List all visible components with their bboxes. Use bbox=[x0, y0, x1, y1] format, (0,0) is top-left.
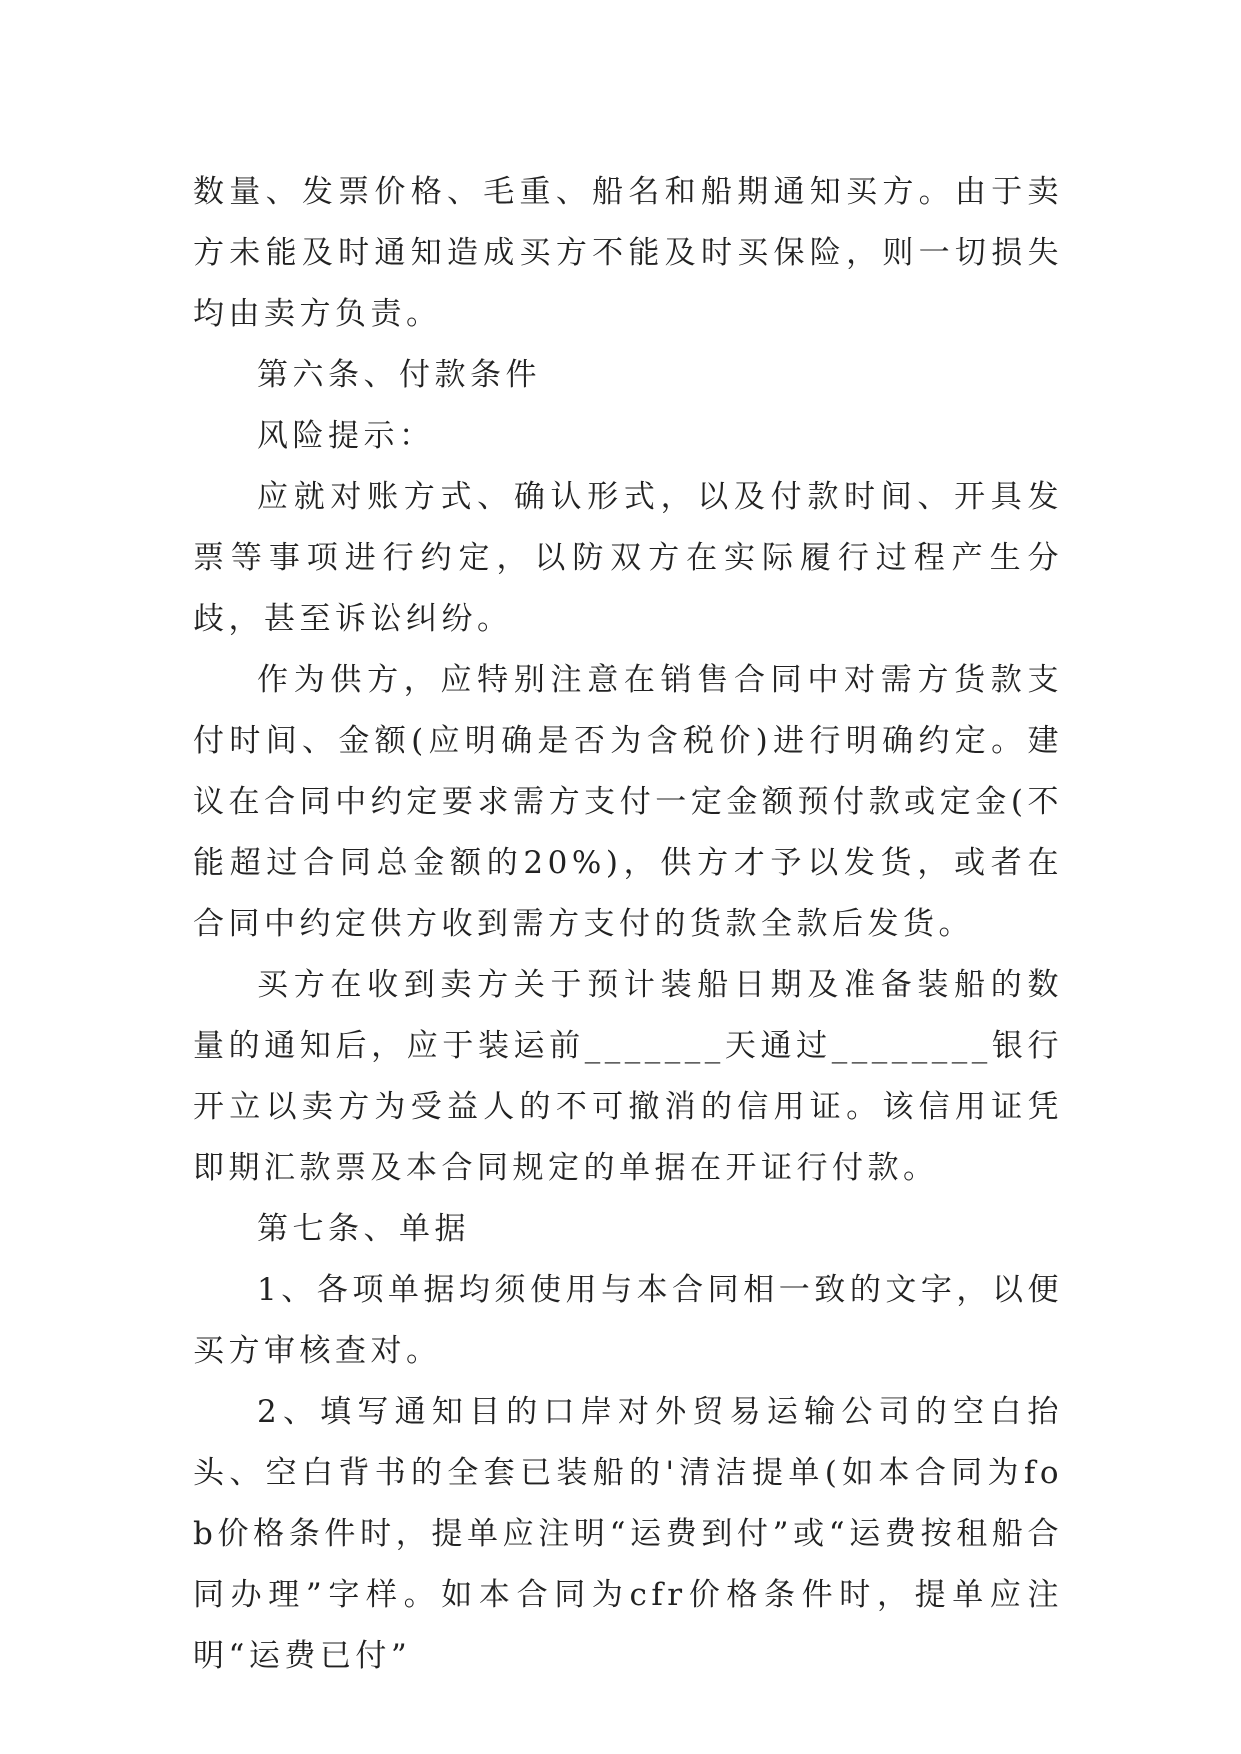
paragraph-shipment-notice-continued: 数量、发票价格、毛重、船名和船期通知买方。由于卖方未能及时通知造成买方不能及时买保险，则一切损失均由卖方负责。 bbox=[193, 174, 1063, 332]
paragraph-reconciliation-terms: 应就对账方式、确认形式，以及付款时间、开具发票等事项进行约定，以防双方在实际履行过程产生分歧，甚至诉讼纠纷。 bbox=[193, 479, 1063, 637]
paragraph-documents-item-2: 2、填写通知目的口岸对外贸易运输公司的空白抬头、空白背书的全套已装船的'清洁提单(如本合同为fob价格条件时，提单应注明“运费到付”或“运费按租船合同办理”字样。如本合同为cfr价格条件时，提单应注明“运费已付” bbox=[193, 1394, 1063, 1674]
paragraph-documents-item-1: 1、各项单据均须使用与本合同相一致的文字，以便买方审核查对。 bbox=[193, 1272, 1063, 1369]
paragraph-letter-of-credit: 买方在收到卖方关于预计装船日期及准备装船的数量的通知后，应于装运前_______天通过________银行开立以卖方为受益人的不可撤消的信用证。该信用证凭即期汇款票及本合同规定的单据在开证行付款。 bbox=[193, 967, 1063, 1186]
section-heading-article-6: 第六条、付款条件 bbox=[257, 357, 541, 393]
document-body bbox=[193, 162, 1063, 1687]
risk-notice-label: 风险提示： bbox=[257, 418, 435, 454]
section-heading-article-7: 第七条、单据 bbox=[257, 1211, 470, 1247]
paragraph-supplier-payment-advice: 作为供方，应特别注意在销售合同中对需方货款支付时间、金额(应明确是否为含税价)进行明确约定。建议在合同中约定要求需方支付一定金额预付款或定金(不能超过合同总金额的20%)，供方才予以发货，或者在合同中约定供方收到需方支付的货款全款后发货。 bbox=[193, 662, 1063, 942]
